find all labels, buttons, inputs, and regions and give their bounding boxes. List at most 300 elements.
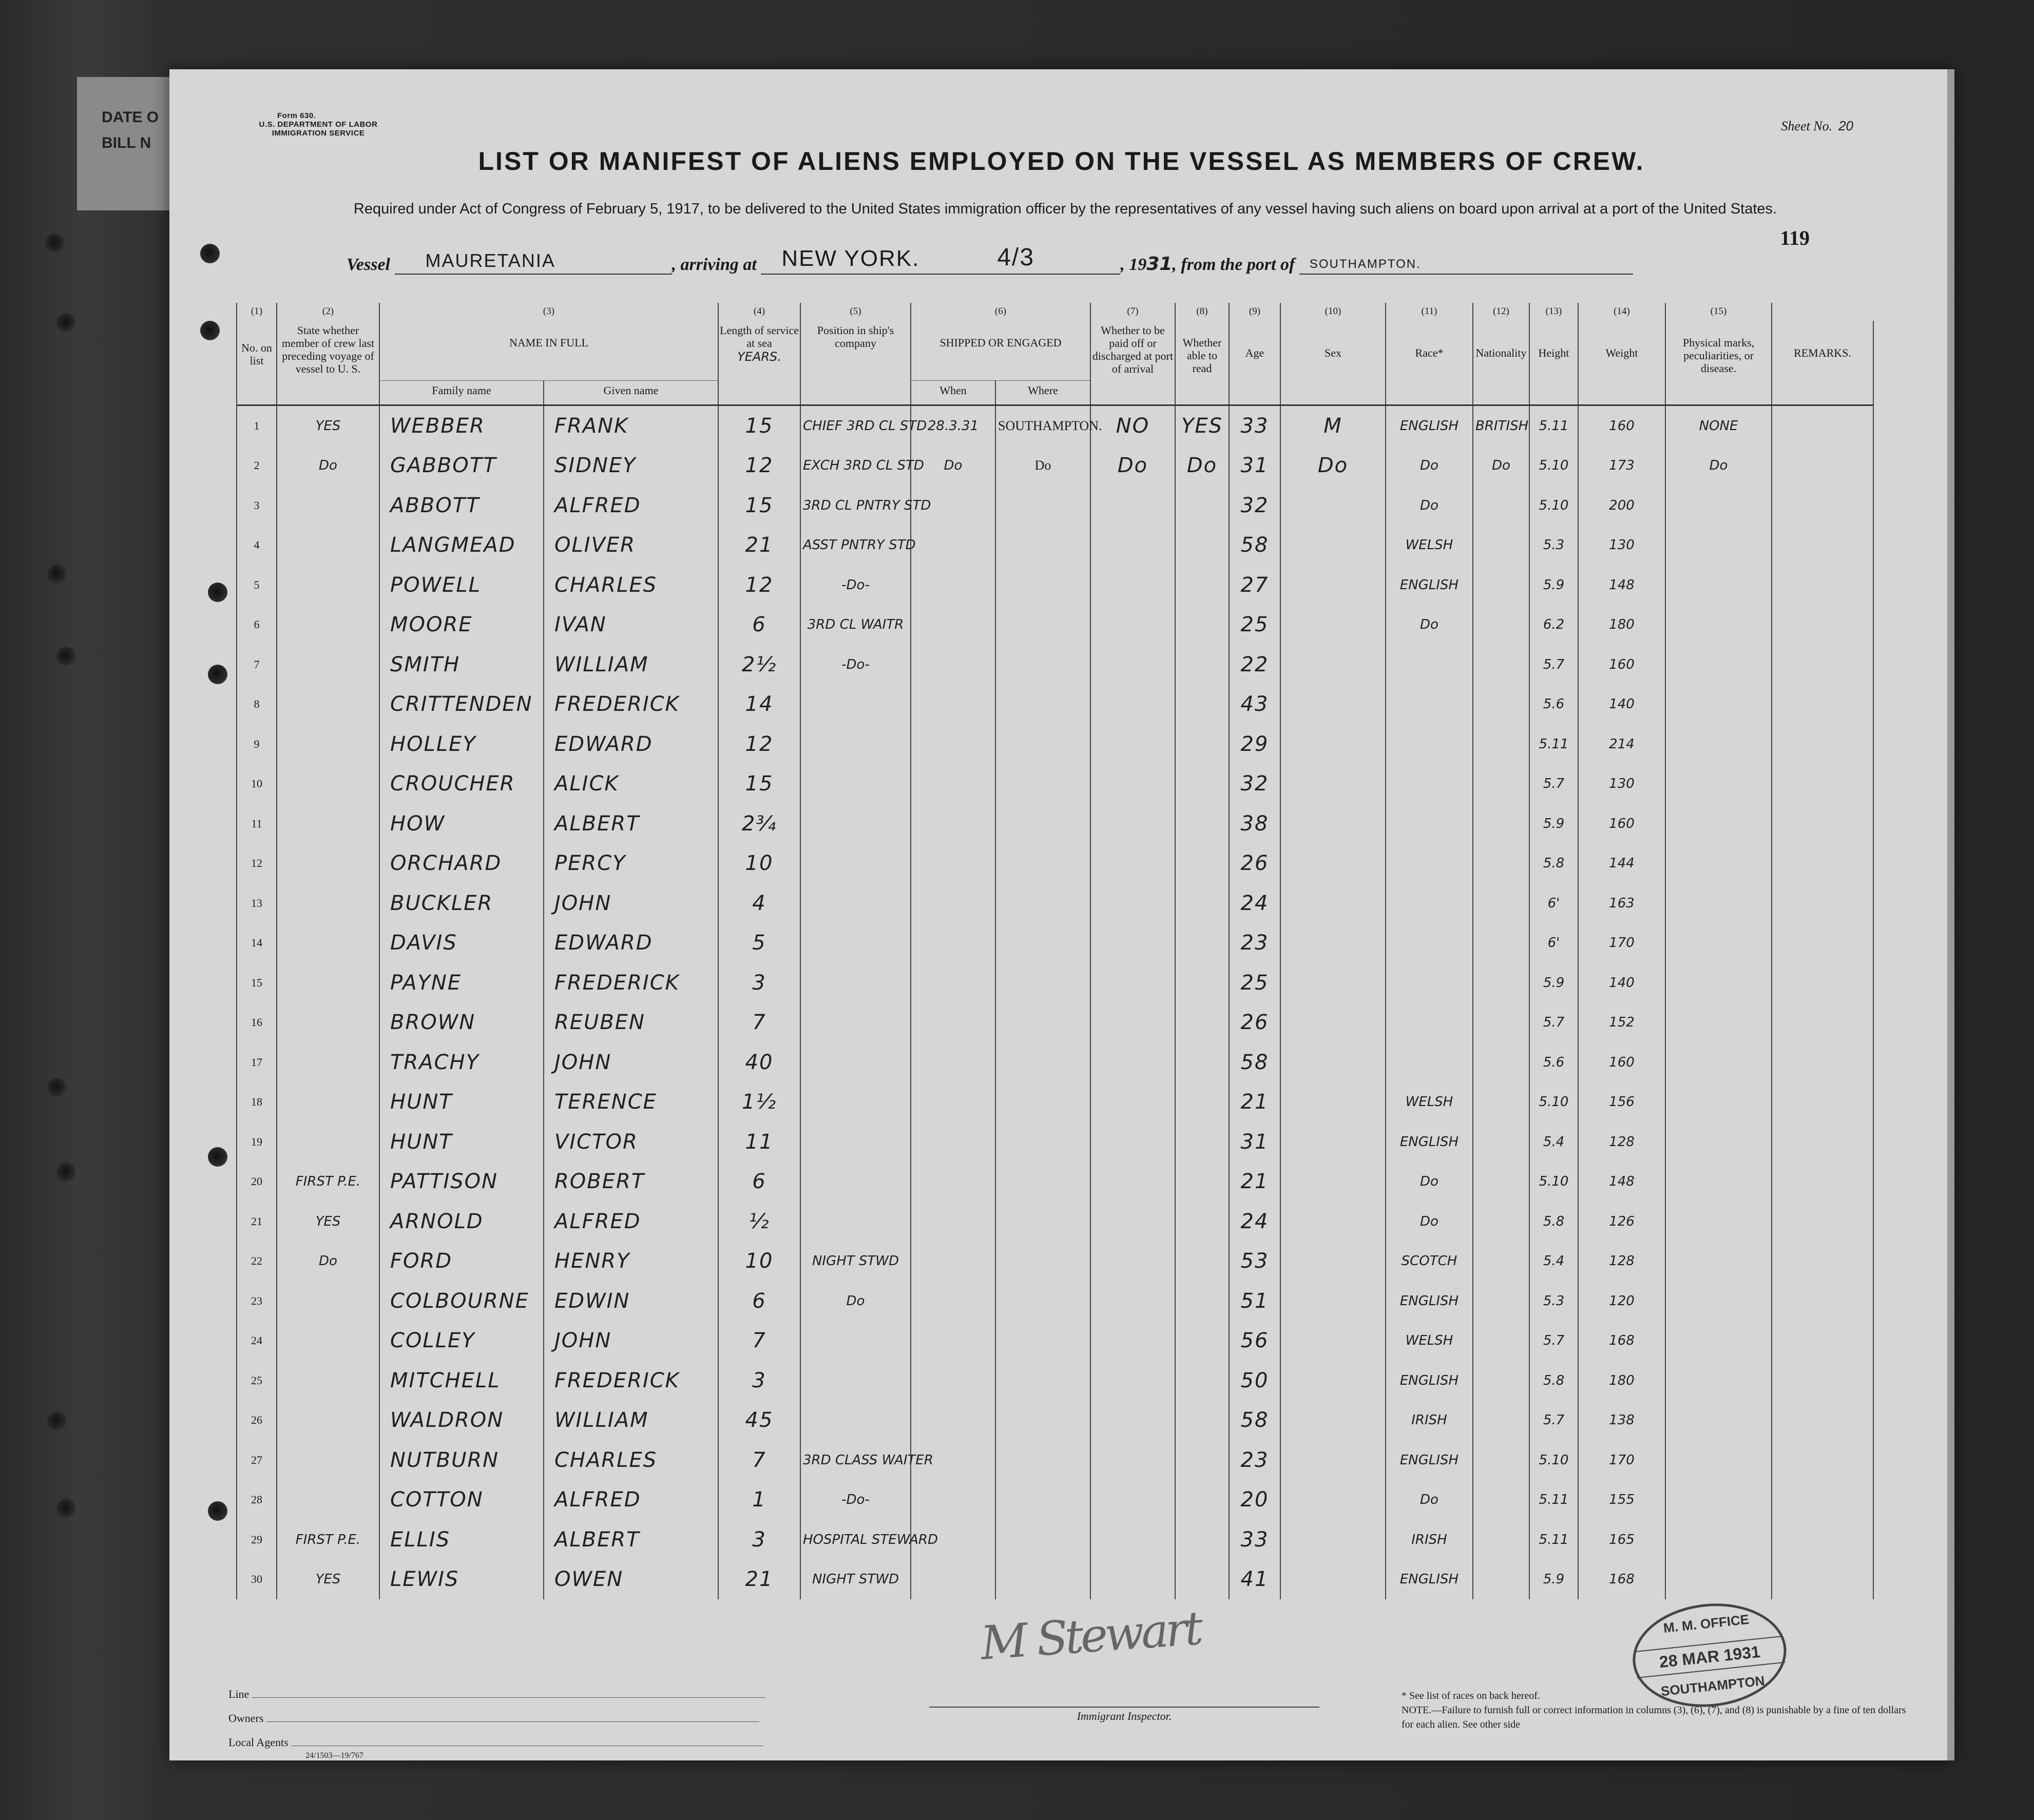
cell-race: Do [1386, 1480, 1473, 1520]
cell-weight: 180 [1578, 605, 1665, 645]
cell-position [800, 1202, 911, 1242]
cell-remarks [1772, 565, 1873, 605]
table-row [237, 923, 1873, 963]
cell-voyage-status [277, 923, 379, 963]
cell-able-to-read [1175, 1440, 1229, 1480]
table-row [237, 1082, 1873, 1122]
binder-hole [56, 1163, 76, 1182]
cell-able-to-read [1175, 1162, 1229, 1202]
cell-remarks [1772, 1480, 1873, 1520]
cell-voyage-status: FIRST P.E. [277, 1162, 379, 1202]
cell-able-to-read [1175, 724, 1229, 764]
cell-sex [1280, 1122, 1386, 1162]
cell-given-name: WILLIAM [544, 645, 718, 685]
cell-race [1386, 764, 1473, 804]
cell-nationality [1473, 1082, 1529, 1122]
cell-sex [1280, 486, 1386, 526]
cell-shipped-where [995, 1122, 1090, 1162]
col-num-6: (6) [911, 303, 1090, 321]
cell-remarks [1772, 1003, 1873, 1043]
table-row [237, 1042, 1873, 1082]
cell-race: WELSH [1386, 1321, 1473, 1361]
col-num-10: (10) [1280, 303, 1386, 321]
cell-able-to-read: Do [1175, 446, 1229, 486]
table-row [237, 1281, 1873, 1321]
cell-family-name: DAVIS [379, 923, 544, 963]
owners-label: Owners [228, 1712, 264, 1725]
cell-voyage-status: Do [277, 446, 379, 486]
cell-row-number: 1 [237, 405, 277, 446]
cell-height: 6.2 [1529, 605, 1578, 645]
cell-age: 41 [1229, 1560, 1280, 1600]
cell-family-name: PATTISON [379, 1162, 544, 1202]
cell-sex [1280, 1401, 1386, 1441]
cell-nationality [1473, 1202, 1529, 1242]
cell-sex [1280, 565, 1386, 605]
cell-given-name: FRANK [544, 405, 718, 446]
cell-length-service: 1½ [718, 1082, 800, 1122]
cell-shipped-where [995, 1042, 1090, 1082]
cell-age: 22 [1229, 645, 1280, 685]
cell-weight: 138 [1578, 1401, 1665, 1441]
cell-height: 5.6 [1529, 1042, 1578, 1082]
cell-remarks [1772, 446, 1873, 486]
year-prefix: , 19 [1120, 255, 1147, 274]
cell-paid-off [1090, 565, 1175, 605]
cell-shipped-where [995, 804, 1090, 844]
cell-able-to-read [1175, 1281, 1229, 1321]
cell-physical-marks: NONE [1665, 405, 1772, 446]
cell-given-name: EDWIN [544, 1281, 718, 1321]
cell-given-name: FREDERICK [544, 963, 718, 1003]
cell-height: 5.7 [1529, 764, 1578, 804]
cell-able-to-read [1175, 1122, 1229, 1162]
cell-row-number: 24 [237, 1321, 277, 1361]
cell-paid-off [1090, 1202, 1175, 1242]
cell-able-to-read [1175, 1202, 1229, 1242]
header-sex: Sex [1280, 321, 1386, 404]
col-num-14: (14) [1578, 303, 1665, 321]
cell-weight: 140 [1578, 963, 1665, 1003]
table-row [237, 1560, 1873, 1600]
cell-physical-marks [1665, 565, 1772, 605]
cell-voyage-status [277, 1361, 379, 1401]
cell-shipped-where [995, 1361, 1090, 1401]
cell-family-name: FORD [379, 1242, 544, 1282]
cell-physical-marks [1665, 1480, 1772, 1520]
agents-label: Local Agents [228, 1736, 289, 1749]
cell-able-to-read [1175, 685, 1229, 725]
cell-height: 5.7 [1529, 1401, 1578, 1441]
cell-age: 58 [1229, 526, 1280, 566]
cell-shipped-where [995, 764, 1090, 804]
cell-weight: 160 [1578, 804, 1665, 844]
cell-voyage-status [277, 804, 379, 844]
page-hole [208, 1501, 227, 1521]
cell-family-name: HUNT [379, 1122, 544, 1162]
print-code: 24/1503—19/767 [305, 1751, 363, 1760]
cell-length-service: 12 [718, 565, 800, 605]
cell-physical-marks [1665, 486, 1772, 526]
cell-position [800, 1003, 911, 1043]
cell-paid-off [1090, 844, 1175, 884]
cell-length-service: 14 [718, 685, 800, 725]
cell-row-number: 9 [237, 724, 277, 764]
cell-nationality [1473, 963, 1529, 1003]
cell-paid-off [1090, 883, 1175, 923]
cell-height: 6' [1529, 883, 1578, 923]
cell-weight: 140 [1578, 685, 1665, 725]
cell-position: NIGHT STWD [800, 1242, 911, 1282]
cell-age: 56 [1229, 1321, 1280, 1361]
cell-height: 5.3 [1529, 1281, 1578, 1321]
cell-age: 21 [1229, 1082, 1280, 1122]
cell-height: 5.10 [1529, 486, 1578, 526]
cell-shipped-when [911, 1082, 995, 1122]
cell-nationality [1473, 1440, 1529, 1480]
header-length-service-text: Length of service at sea [720, 324, 799, 350]
arriving-port: NEW YORK. [781, 246, 920, 271]
cell-family-name: COLLEY [379, 1321, 544, 1361]
cell-family-name: ELLIS [379, 1520, 544, 1560]
header-given-name: Given name [544, 381, 718, 405]
stamp-date: 28 MAR 1931 [1634, 1636, 1785, 1678]
cell-height: 5.11 [1529, 1520, 1578, 1560]
cell-nationality [1473, 1480, 1529, 1520]
stamp-bottom: SOUTHAMPTON [1660, 1673, 1766, 1699]
cell-voyage-status [277, 963, 379, 1003]
cell-nationality [1473, 1520, 1529, 1560]
header-race: Race* [1386, 321, 1473, 404]
cell-length-service: ½ [718, 1202, 800, 1242]
cell-nationality [1473, 1361, 1529, 1401]
cell-sex [1280, 1162, 1386, 1202]
cell-position: 3RD CL PNTRY STD [800, 486, 911, 526]
cell-paid-off: Do [1090, 446, 1175, 486]
cell-voyage-status [277, 764, 379, 804]
sheet-value: 20 [1838, 118, 1853, 133]
cell-shipped-when [911, 1162, 995, 1202]
cell-voyage-status [277, 605, 379, 645]
cell-sex [1280, 1520, 1386, 1560]
cell-length-service: 21 [718, 526, 800, 566]
form-title: LIST OR MANIFEST OF ALIENS EMPLOYED ON THE VESSEL AS MEMBERS OF CREW. [478, 147, 1645, 176]
cell-row-number: 26 [237, 1401, 277, 1441]
cell-sex [1280, 1440, 1386, 1480]
cell-weight: 168 [1578, 1560, 1665, 1600]
cell-row-number: 6 [237, 605, 277, 645]
arriving-label: , arriving at [671, 255, 757, 274]
cell-physical-marks [1665, 526, 1772, 566]
cell-age: 26 [1229, 1003, 1280, 1043]
cell-shipped-when [911, 1401, 995, 1441]
cell-age: 51 [1229, 1281, 1280, 1321]
cell-able-to-read [1175, 605, 1229, 645]
binder-hole [56, 1499, 76, 1518]
cell-able-to-read [1175, 486, 1229, 526]
cell-position [800, 883, 911, 923]
cell-family-name: HOW [379, 804, 544, 844]
table-row [237, 605, 1873, 645]
header-able-to-read: Whether able to read [1175, 321, 1229, 404]
cell-nationality [1473, 1042, 1529, 1082]
cell-row-number: 16 [237, 1003, 277, 1043]
cell-able-to-read: YES [1175, 405, 1229, 446]
cell-height: 6' [1529, 923, 1578, 963]
cell-given-name: CHARLES [544, 565, 718, 605]
cell-able-to-read [1175, 645, 1229, 685]
header-where: Where [995, 381, 1090, 405]
cell-physical-marks [1665, 724, 1772, 764]
cell-weight: 130 [1578, 526, 1665, 566]
cell-height: 5.10 [1529, 1082, 1578, 1122]
cell-family-name: BUCKLER [379, 883, 544, 923]
cell-physical-marks [1665, 883, 1772, 923]
cell-race: Do [1386, 605, 1473, 645]
cell-remarks [1772, 1361, 1873, 1401]
binder-hole [56, 647, 76, 666]
cell-position: EXCH 3RD CL STD [800, 446, 911, 486]
cell-able-to-read [1175, 963, 1229, 1003]
cell-race: ENGLISH [1386, 1281, 1473, 1321]
cell-paid-off [1090, 804, 1175, 844]
cell-family-name: MITCHELL [379, 1361, 544, 1401]
cell-able-to-read [1175, 1082, 1229, 1122]
page-hole [200, 321, 220, 340]
cell-paid-off [1090, 605, 1175, 645]
cell-shipped-when [911, 1361, 995, 1401]
cell-paid-off [1090, 1560, 1175, 1600]
cell-given-name: ALFRED [544, 486, 718, 526]
cell-given-name: ALICK [544, 764, 718, 804]
cell-sex: Do [1280, 446, 1386, 486]
cell-voyage-status [277, 1042, 379, 1082]
cell-paid-off [1090, 1520, 1175, 1560]
cell-height: 5.9 [1529, 804, 1578, 844]
cell-physical-marks [1665, 963, 1772, 1003]
cell-physical-marks [1665, 764, 1772, 804]
cell-weight: 144 [1578, 844, 1665, 884]
cell-length-service: 7 [718, 1440, 800, 1480]
cell-weight: 160 [1578, 645, 1665, 685]
cell-able-to-read [1175, 526, 1229, 566]
cell-shipped-where [995, 1202, 1090, 1242]
cell-position [800, 963, 911, 1003]
cell-family-name: SMITH [379, 645, 544, 685]
cell-remarks [1772, 1321, 1873, 1361]
cell-able-to-read [1175, 883, 1229, 923]
cell-paid-off [1090, 724, 1175, 764]
cell-able-to-read [1175, 764, 1229, 804]
cell-length-service: 12 [718, 724, 800, 764]
cell-height: 5.9 [1529, 565, 1578, 605]
races-note: * See list of races on back hereof. [1402, 1690, 1540, 1701]
cell-physical-marks [1665, 605, 1772, 645]
cell-position [800, 685, 911, 725]
cell-shipped-when [911, 1242, 995, 1282]
table-row [237, 685, 1873, 725]
cell-height: 5.4 [1529, 1122, 1578, 1162]
binder-hole [47, 565, 67, 584]
cell-sex [1280, 883, 1386, 923]
cell-given-name: FREDERICK [544, 685, 718, 725]
cell-shipped-when [911, 526, 995, 566]
binder-hole [45, 234, 65, 253]
cell-length-service: 45 [718, 1401, 800, 1441]
cell-paid-off [1090, 1082, 1175, 1122]
vessel-label: Vessel [347, 255, 390, 274]
cell-sex [1280, 1361, 1386, 1401]
cell-shipped-when [911, 1321, 995, 1361]
cell-age: 27 [1229, 565, 1280, 605]
form-number: Form 630. [277, 111, 316, 120]
cell-race: Do [1386, 446, 1473, 486]
cell-length-service: 5 [718, 923, 800, 963]
cell-family-name: CROUCHER [379, 764, 544, 804]
cell-sex [1280, 1321, 1386, 1361]
cell-weight: 200 [1578, 486, 1665, 526]
cell-remarks [1772, 1242, 1873, 1282]
cell-shipped-where [995, 844, 1090, 884]
cell-race: SCOTCH [1386, 1242, 1473, 1282]
cell-voyage-status: YES [277, 1202, 379, 1242]
cell-paid-off [1090, 764, 1175, 804]
cell-weight: 155 [1578, 1480, 1665, 1520]
cell-shipped-when [911, 1202, 995, 1242]
cell-height: 5.10 [1529, 1162, 1578, 1202]
cell-given-name: VICTOR [544, 1122, 718, 1162]
col-num-7: (7) [1090, 303, 1175, 321]
cell-paid-off [1090, 1440, 1175, 1480]
cell-shipped-where [995, 1401, 1090, 1441]
cell-sex [1280, 764, 1386, 804]
cell-physical-marks [1665, 1401, 1772, 1441]
table-row [237, 1480, 1873, 1520]
table-row [237, 565, 1873, 605]
cell-family-name: HOLLEY [379, 724, 544, 764]
cell-position [800, 1401, 911, 1441]
header-no-on-list: No. on list [237, 321, 277, 404]
cell-race [1386, 685, 1473, 725]
table-row [237, 1361, 1873, 1401]
cell-shipped-where: SOUTHAMPTON. [995, 405, 1090, 446]
cell-row-number: 23 [237, 1281, 277, 1321]
cell-position [800, 1162, 911, 1202]
cell-height: 5.11 [1529, 724, 1578, 764]
cell-given-name: HENRY [544, 1242, 718, 1282]
cell-able-to-read [1175, 1480, 1229, 1520]
cell-length-service: 3 [718, 963, 800, 1003]
form-subtitle: Required under Act of Congress of February 5, 1917, to be delivered to the United States immigration officer by the representatives of any vessel having such aliens on board upon arrival at a port of the United States. [353, 201, 1777, 217]
department: U.S. DEPARTMENT OF LABOR [259, 120, 378, 129]
cell-remarks [1772, 724, 1873, 764]
cell-nationality [1473, 1401, 1529, 1441]
cell-length-service: 7 [718, 1321, 800, 1361]
cell-shipped-where: Do [995, 446, 1090, 486]
header-age: Age [1229, 321, 1280, 404]
cell-position: -Do- [800, 565, 911, 605]
cell-nationality [1473, 764, 1529, 804]
cell-age: 31 [1229, 1122, 1280, 1162]
cell-voyage-status [277, 486, 379, 526]
cell-row-number: 17 [237, 1042, 277, 1082]
binder-hole [47, 1078, 67, 1097]
cell-shipped-when [911, 565, 995, 605]
cell-remarks [1772, 1440, 1873, 1480]
cell-remarks [1772, 605, 1873, 645]
cell-age: 25 [1229, 605, 1280, 645]
cell-position: 3RD CL WAITR [800, 605, 911, 645]
cell-length-service: 21 [718, 1560, 800, 1600]
cell-row-number: 20 [237, 1162, 277, 1202]
cell-voyage-status [277, 883, 379, 923]
cell-sex [1280, 844, 1386, 884]
cell-height: 5.3 [1529, 526, 1578, 566]
cell-height: 5.7 [1529, 1321, 1578, 1361]
cell-able-to-read [1175, 1560, 1229, 1600]
cell-family-name: WEBBER [379, 405, 544, 446]
cell-nationality: BRITISH [1473, 405, 1529, 446]
cell-race: ENGLISH [1386, 1560, 1473, 1600]
cell-nationality [1473, 605, 1529, 645]
header-physical: Physical marks, peculiarities, or disease. [1665, 321, 1772, 404]
cell-physical-marks [1665, 1202, 1772, 1242]
cell-race: ENGLISH [1386, 1440, 1473, 1480]
from-port: SOUTHAMPTON. [1309, 257, 1421, 271]
cell-shipped-when [911, 883, 995, 923]
cell-shipped-when: 28.3.31 [911, 405, 995, 446]
table-row [237, 963, 1873, 1003]
header-paid-off: Whether to be paid off or discharged at port of arrival [1090, 321, 1175, 404]
cell-weight: 160 [1578, 405, 1665, 446]
cell-length-service: 6 [718, 1281, 800, 1321]
cell-row-number: 28 [237, 1480, 277, 1520]
cell-race [1386, 844, 1473, 884]
cell-remarks [1772, 923, 1873, 963]
form-header [216, 111, 421, 138]
cell-nationality [1473, 486, 1529, 526]
cell-age: 53 [1229, 1242, 1280, 1282]
cell-weight: 170 [1578, 1440, 1665, 1480]
cell-age: 43 [1229, 685, 1280, 725]
cell-paid-off: NO [1090, 405, 1175, 446]
cell-voyage-status [277, 1082, 379, 1122]
cell-age: 24 [1229, 883, 1280, 923]
inspector-line: Immigrant Inspector. [929, 1707, 1319, 1723]
table-row [237, 645, 1873, 685]
cell-given-name: JOHN [544, 883, 718, 923]
cell-voyage-status [277, 1281, 379, 1321]
arrival-date: 4/3 [997, 244, 1035, 271]
header-shipped: SHIPPED OR ENGAGED [911, 321, 1090, 381]
cell-race: IRISH [1386, 1401, 1473, 1441]
cell-nationality [1473, 565, 1529, 605]
cell-age: 58 [1229, 1401, 1280, 1441]
cell-able-to-read [1175, 1003, 1229, 1043]
cell-shipped-when [911, 1003, 995, 1043]
cell-position [800, 804, 911, 844]
cell-shipped-when: Do [911, 446, 995, 486]
cell-row-number: 27 [237, 1440, 277, 1480]
cell-shipped-when [911, 844, 995, 884]
table-row [237, 1202, 1873, 1242]
col-num-13: (13) [1529, 303, 1578, 321]
cell-given-name: WILLIAM [544, 1401, 718, 1441]
cell-weight: 173 [1578, 446, 1665, 486]
cell-row-number: 29 [237, 1520, 277, 1560]
cell-family-name: WALDRON [379, 1401, 544, 1441]
cell-height: 5.8 [1529, 1202, 1578, 1242]
